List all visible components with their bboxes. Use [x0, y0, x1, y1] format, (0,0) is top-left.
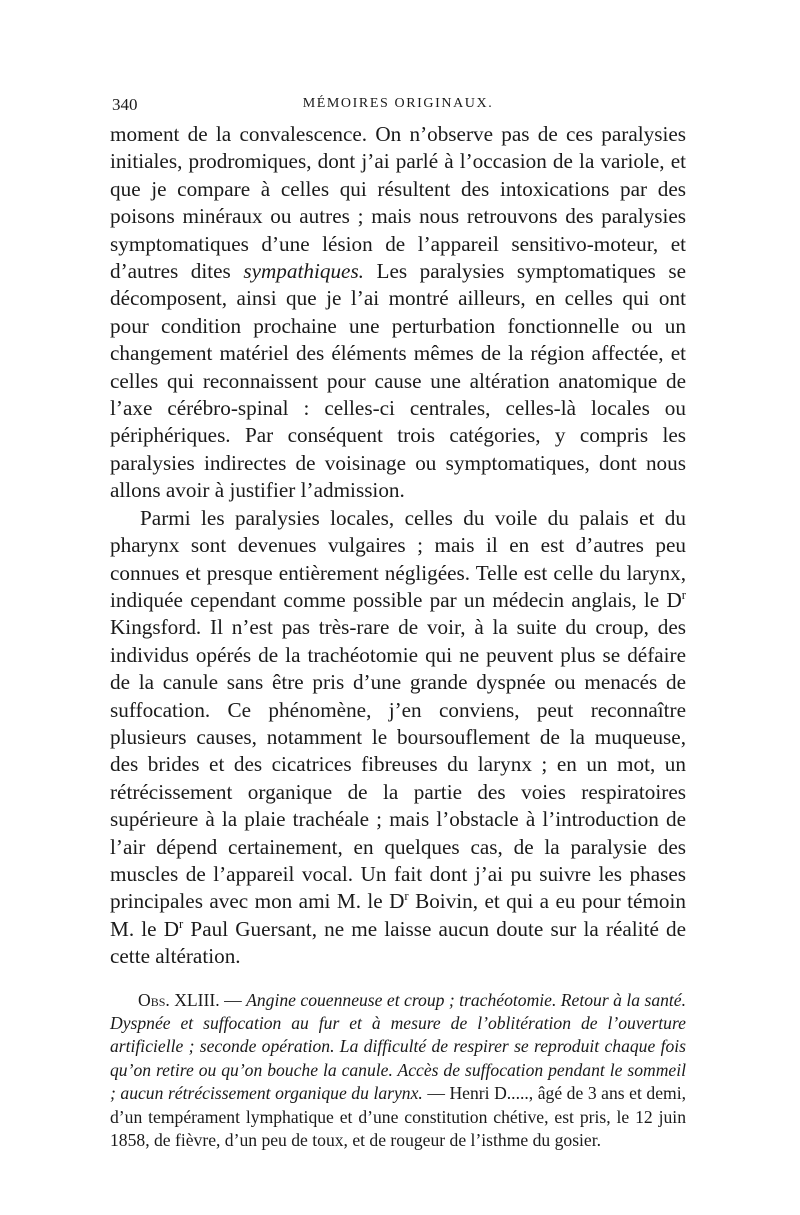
page-number: 340: [112, 95, 138, 114]
book-page: [110, 95, 686, 1170]
observation-label: Obs. XLIII.: [138, 989, 220, 1010]
observation-43: [110, 989, 686, 1153]
paragraph-2-text-cont: Boivin, et qui a eu pour témoin M. le D: [110, 889, 686, 941]
doctor-abbrev-sup: r: [681, 587, 686, 602]
running-header: [110, 95, 686, 121]
paragraph-1: [110, 121, 686, 505]
paragraph-2-text-cont: Kingsford. Il n’est pas très-rare de voir, à la suite du croup, des individus opérés de la trachéotomie qui ne peuvent plus se défaire de la canule sans être pris d’une grande dyspnée ou menacés de suffocation. Ce phénomène, j’en conviens, peut reconnaître plusieurs causes, notamment le boursouflement de la muqueuse, des brides et des cicatrices fibreuses du larynx ; en un mot, un rétrécissement organique de la partie des voies respiratoires supérieure à la plaie trachéale ; mais l’obstacle à l’introduction de l’air dépend certainement, en quelques cas, de la paralysie des muscles de l’appareil vocal. Un fait dont j’ai pu suivre les phases principales avec mon ami M. le D: [110, 615, 686, 914]
observation-summary: Angine couenneuse et croup ; trachéotomie. Retour à la santé. Dyspnée et suffocation au fur et à mesure de l’oblitération de l’ouverture artificielle ; seconde opération. La difficulté de respirer se reproduit chaque fois qu’on retire ou qu’on bouche la canule. Accès de suffocation pendant le sommeil ; aucun rétrécissement organique du larynx.: [110, 989, 687, 1104]
paragraph-1-text-cont: Les paralysies symptomatiques se décomposent, ainsi que je l’ai montré ailleurs, en celles qui ont pour condition prochaine une perturbation fonctionnelle ou un changement matériel des éléments mêmes de la région affectée, et celles qui reconnaissent pour cause une altération anatomique de l’axe cérébro-spinal : celles-ci centrales, celles-là locales ou périphériques. Par conséquent trois catégories, y compris les paralysies indirectes de voisinage ou symptomatiques, dont nous allons avoir à justifier l’admission.: [110, 259, 686, 503]
paragraph-2: [110, 505, 686, 971]
doctor-abbrev-sup: r: [179, 916, 184, 931]
italic-term: sympathiques.: [243, 259, 364, 284]
running-title: MÉMOIRES ORIGINAUX.: [302, 96, 494, 111]
main-text: [110, 121, 686, 971]
paragraph-1-text: moment de la convalescence. On n’observe pas de ces paralysies initiales, prodromiques, dont j’ai parlé à l’occasion de la variole, et que je compare à celles qui résultent des intoxications par des poisons minéraux ou autres ; mais nous retrouvons des paralysies symptomatiques d’une lésion de l’appareil sensitivo-moteur, et d’autres dites: [110, 122, 686, 284]
observation-case-text: — Henri D....., âgé de 3 ans et demi, d’un tempérament lymphatique et d’une constitution chétive, est pris, le 12 juin 1858, de fièvre, d’un peu de toux, et de rougeur de l’isthme du gosier.: [110, 1083, 686, 1151]
doctor-abbrev-sup: r: [404, 889, 409, 904]
paragraph-2-text-end: Paul Guersant, ne me laisse aucun doute sur la réalité de cette altération.: [110, 916, 686, 969]
paragraph-2-text: Parmi les paralysies locales, celles du voile du palais et du pharynx sont devenues vulgaires ; mais il en est d’autres peu connues et presque entièrement négligées. Telle est celle du larynx, indiquée cependant comme possible par un médecin anglais, le D: [110, 505, 686, 612]
observation-dash: —: [219, 989, 247, 1010]
